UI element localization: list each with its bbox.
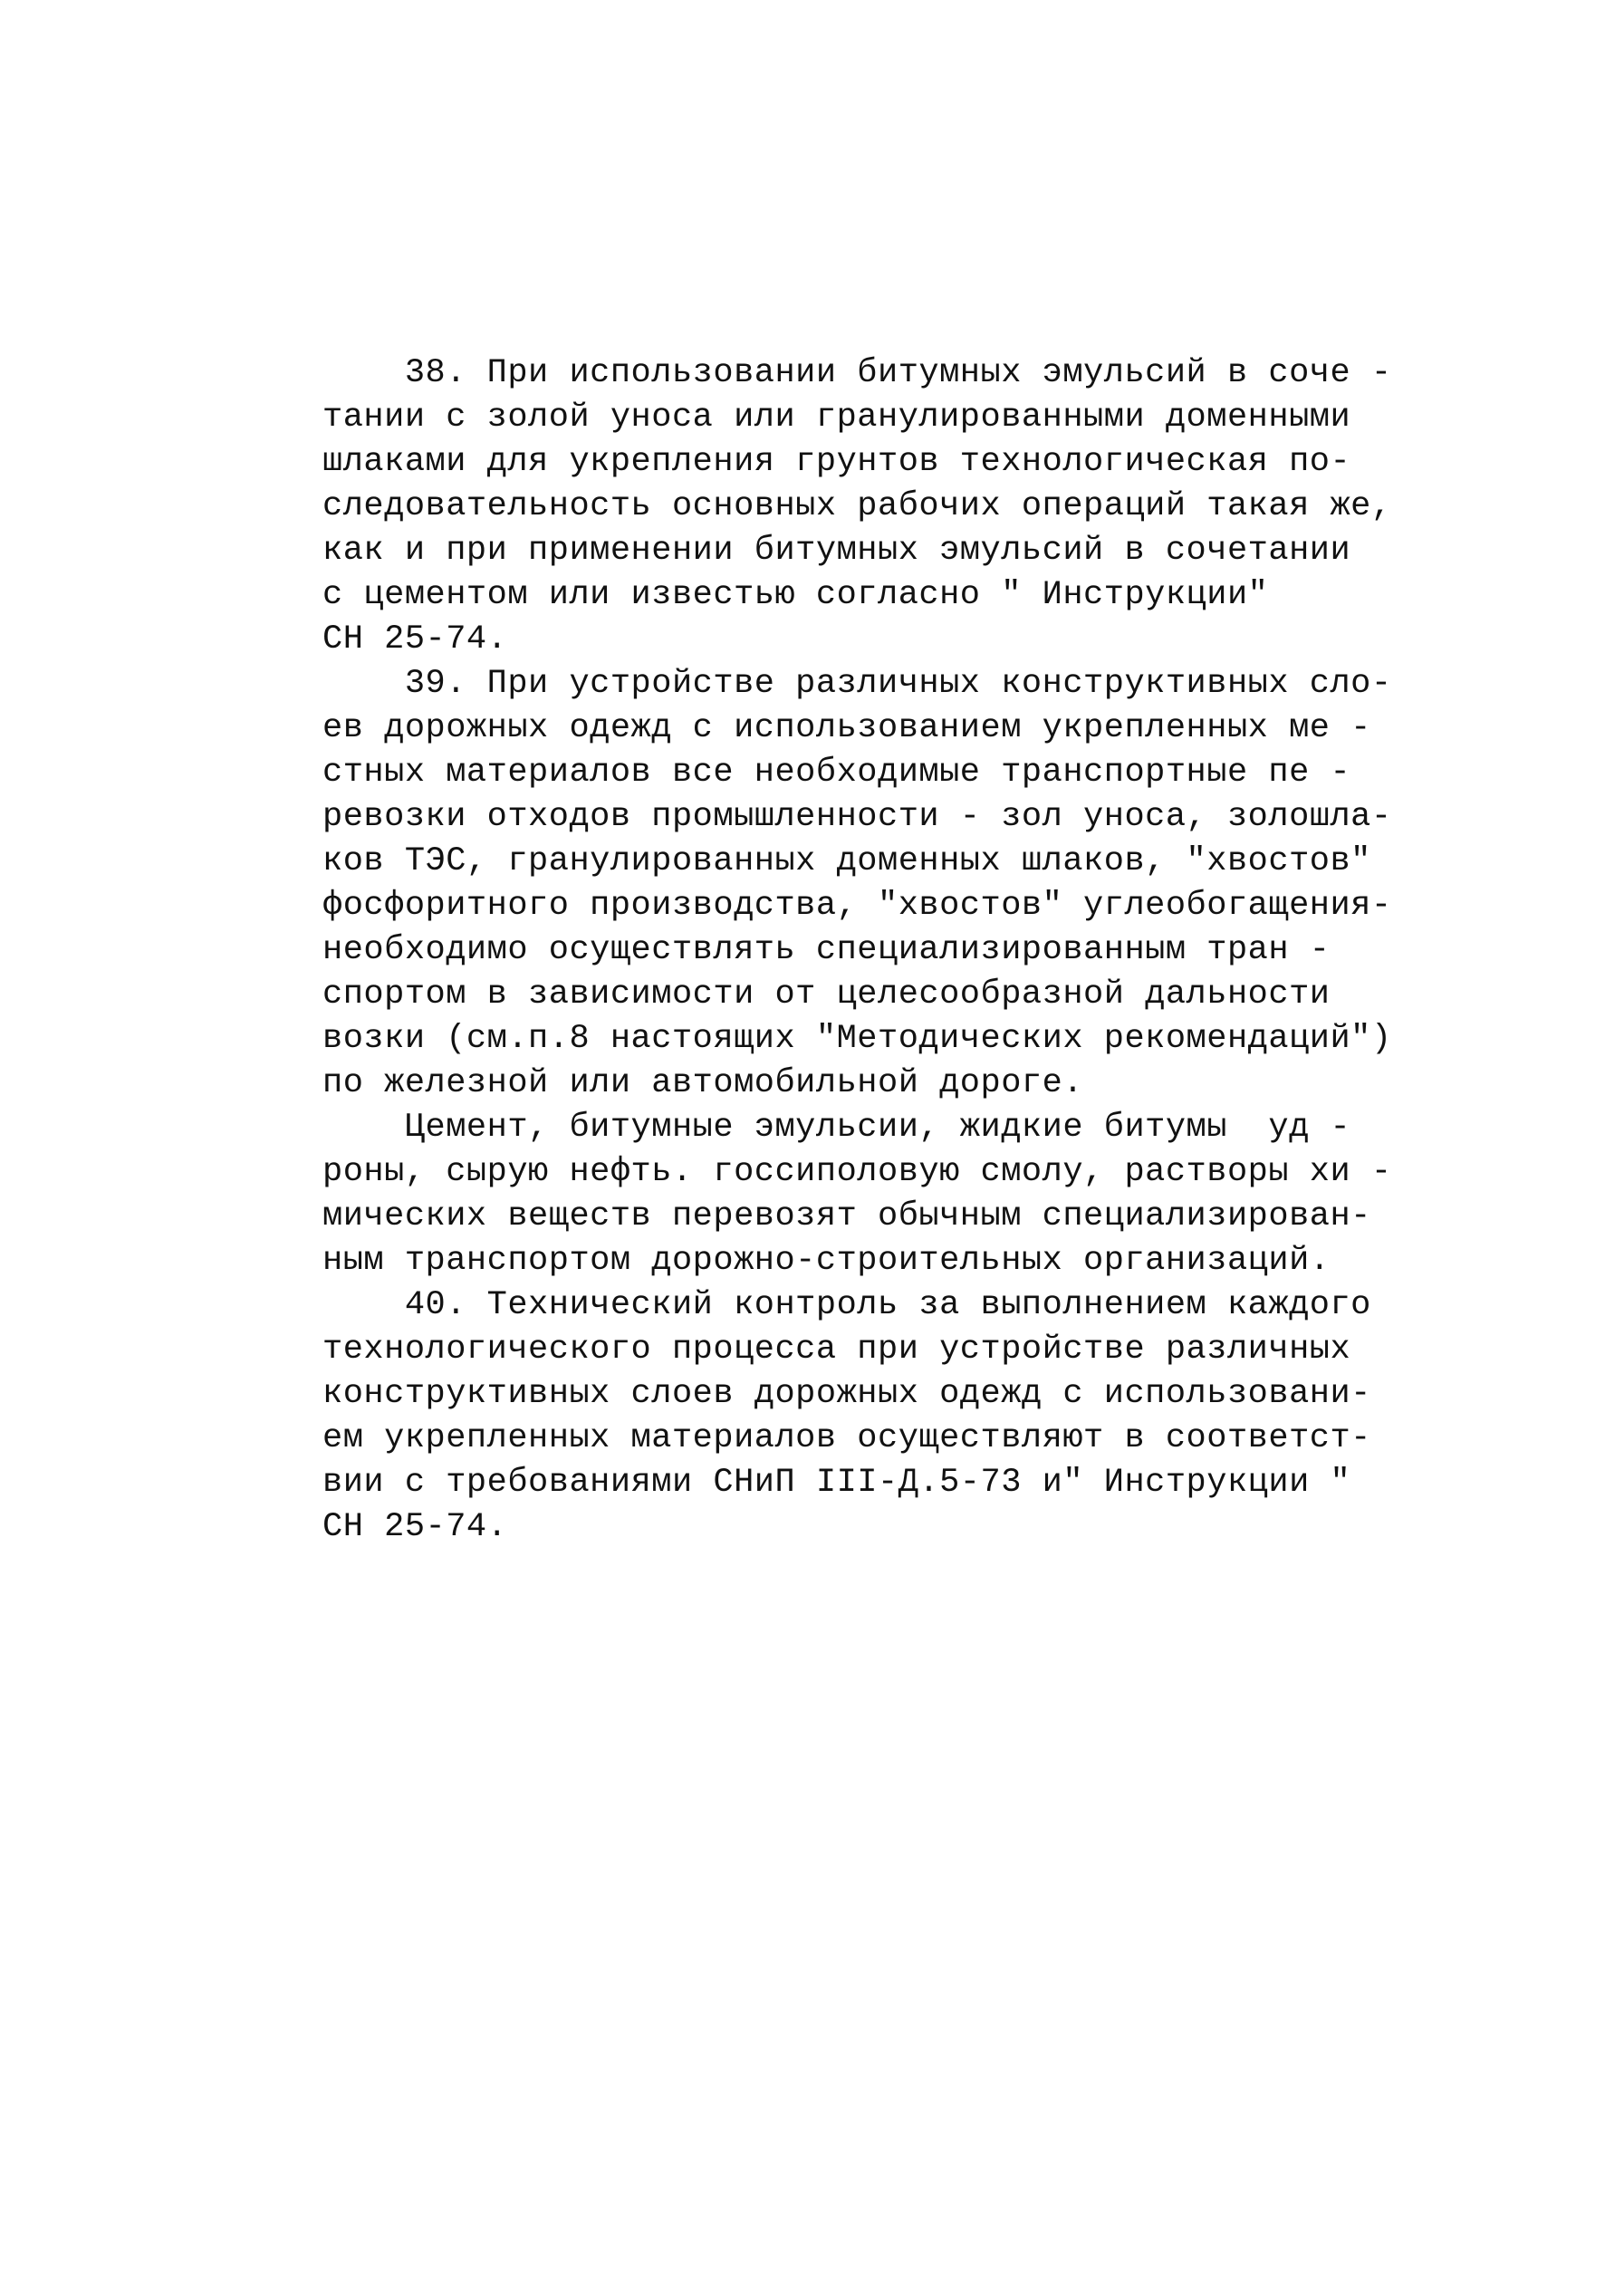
text-line: возки (см.п.8 настоящих "Методических рекомендаций") <box>322 1020 1392 1058</box>
text-line: фосфоритного производства, "хвостов" углеобогащения- <box>322 887 1392 925</box>
text-line: ревозки отходов промышленности - зол уноса, золошла- <box>322 798 1392 836</box>
text-line: следовательность основных рабочих операций такая же, <box>322 487 1392 525</box>
text-line: вии с требованиями СНиП III-Д.5-73 и" Инструкции " <box>322 1464 1351 1502</box>
text-line: ным транспортом дорожно-строительных организаций. <box>322 1242 1331 1280</box>
text-line: необходимо осуществлять специализированным тран - <box>322 931 1331 969</box>
text-line: ем укрепленных материалов осуществляют в соответст- <box>322 1419 1371 1457</box>
text-line: по железной или автомобильной дороге. <box>322 1064 1084 1102</box>
text-line: технологического процесса при устройстве различных <box>322 1331 1351 1369</box>
text-line: тании с золой уноса или гранулированными доменными <box>322 399 1351 437</box>
text-line: стных материалов все необходимые транспортные пе - <box>322 754 1351 792</box>
text-line: 38. При использовании битумных эмульсий в соче - <box>322 354 1392 392</box>
text-line: 40. Технический контроль за выполнением каждого <box>322 1286 1371 1324</box>
text-line: СН 25-74. <box>322 1508 508 1546</box>
text-line: конструктивных слоев дорожных одежд с использовани- <box>322 1375 1371 1413</box>
text-line: роны, сырую нефть. госсиполовую смолу, растворы хи - <box>322 1153 1392 1191</box>
text-line: Цемент, битумные эмульсии, жидкие битумы уд - <box>322 1109 1351 1147</box>
text-line: шлаками для укрепления грунтов технологическая по- <box>322 443 1351 481</box>
text-line: как и при применении битумных эмульсий в сочетании <box>322 532 1351 570</box>
text-line: 39. При устройстве различных конструктивных сло- <box>322 665 1392 703</box>
document-body <box>322 351 1500 1550</box>
text-line: мических веществ перевозят обычным специализирован- <box>322 1197 1371 1235</box>
text-line: спортом в зависимости от целесообразной дальности <box>322 975 1331 1014</box>
text-line: СН 25-74. <box>322 620 508 658</box>
text-line: ев дорожных одежд с использованием укрепленных ме - <box>322 709 1371 747</box>
text-line: с цементом или известью согласно " Инструкции" <box>322 576 1269 614</box>
text-line: ков ТЭС, гранулированных доменных шлаков, "хвостов" <box>322 842 1371 880</box>
